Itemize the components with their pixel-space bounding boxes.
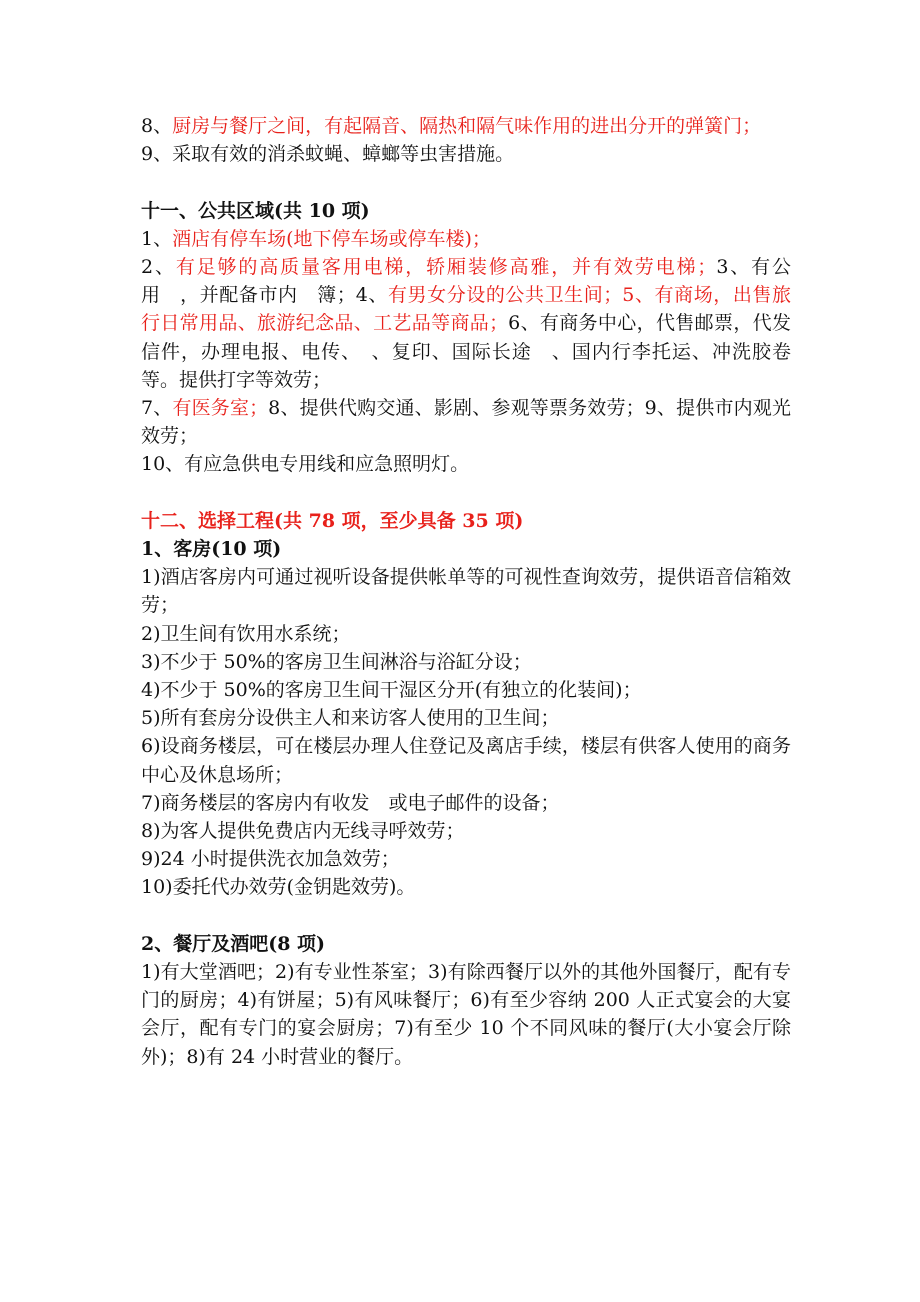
item-9-pest-control [141, 140, 791, 168]
highlighted-text: 有足够的高质量客用电梯，轿厢装修高雅，并有效劳电梯； [175, 256, 717, 278]
text-run: 9、采取有效的消杀蚊蝇、蟑螂等虫害措施。 [141, 143, 515, 166]
spacer [141, 902, 791, 930]
text-run: 7、 [141, 397, 173, 420]
highlighted-text: 有男女分设的公共卫生间；5、有商场，出售旅行日常用品、旅游纪念品、工艺品等商品； [141, 284, 791, 335]
room-item: 9)24 小时提供洗衣加急效劳； [141, 848, 400, 871]
room-item: 1)酒店客房内可通过视听设备提供帐单等的可视性查询效劳，提供语音信箱效劳； [141, 566, 791, 617]
text-run: 10、有应急供电专用线和应急照明灯。 [141, 453, 470, 476]
room-item: 6)设商务楼层，可在楼层办理人住登记及离店手续，楼层有供客人使用的商务中心及休息场所； [141, 735, 791, 786]
document-page [141, 112, 791, 1071]
room-item: 4)不少于 50%的客房卫生间干湿区分开(有独立的化装间)； [141, 679, 642, 702]
text-run: 3、有公用 ，并配备市内 簿；4、 [141, 256, 791, 307]
room-item: 3)不少于 50%的客房卫生间淋浴与浴缸分设； [141, 650, 532, 673]
highlighted-text: 厨房与餐厅之间，有起隔音、隔热和隔气味作用的进出分开的弹簧门； [172, 115, 762, 137]
room-item: 5)所有套房分设供主人和来访客人使用的卫生间； [141, 707, 560, 730]
item-parking [141, 225, 791, 253]
restaurant-items: 1)有大堂酒吧；2)有专业性茶室；3)有除西餐厅以外的其他外国餐厅，配有专门的厨房；4)有饼屋；5)有风味餐厅；6)有至少容纳 200 人正式宴会的大宴会厅，配有专门的宴会厨房；7)有至少 10 个不同风味的餐厅(大小宴会厅除外)；8)有 24 小时营业的餐厅。 [141, 961, 791, 1068]
section-title-optional-items: 十二、选择工程(共 78 项，至少具备 35 项) [141, 509, 524, 532]
text-run: 8、提供代购交通、影剧、参观等票务效劳；9、提供市内观光效劳； [141, 397, 791, 448]
item-emergency-power [141, 450, 791, 478]
block-kitchen-items [141, 112, 791, 168]
text-run: 6、有商务中心，代售邮票，代发信件，办理电报、电传、 、复印、国际长途 、国内行李托运、冲洗胶卷等。提供打字等效劳； [141, 312, 791, 391]
subsection-title-restaurants-bars: 2、餐厅及酒吧(8 项) [141, 932, 326, 955]
text-run: 1、 [141, 227, 173, 250]
text-run: 8、 [141, 115, 173, 137]
room-item: 8)为客人提供免费店内无线寻呼效劳； [141, 820, 465, 843]
section-title-public-areas: 十一、公共区域(共 10 项) [141, 199, 370, 222]
subsection-title-rooms: 1、客房(10 项) [141, 538, 282, 561]
room-item: 7)商务楼层的客房内有收发 或电子邮件的设备； [141, 791, 560, 814]
item-elevators-services [141, 253, 791, 394]
spacer [141, 479, 791, 507]
spacer [141, 168, 791, 196]
room-item: 2)卫生间有饮用水系统； [141, 622, 351, 645]
item-clinic-tickets [141, 394, 791, 450]
room-item: 10)委托代办效劳(金钥匙效劳)。 [141, 876, 416, 899]
text-run: 2、 [141, 256, 176, 278]
highlighted-text: 有医务室； [172, 397, 269, 420]
item-8-kitchen-door [141, 112, 791, 140]
section-public-areas [141, 197, 791, 479]
highlighted-text: 酒店有停车场(地下停车场或停车楼)； [172, 227, 491, 250]
section-optional-items [141, 507, 791, 1071]
